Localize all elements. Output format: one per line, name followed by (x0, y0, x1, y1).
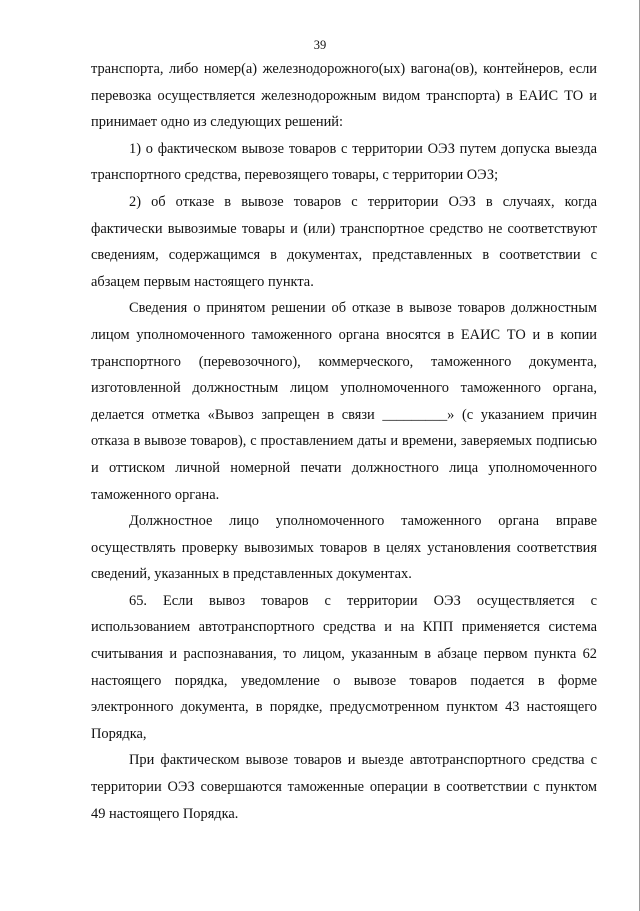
paragraph-decision-2: 2) об отказе в вывозе товаров с территории ОЭЗ в случаях, когда фактически вывозимые товары и (или) транспортное средство не соответствуют сведениям, содержащимся в документах, представленных в соответствии с абзацем первым настоящего пункта. (91, 193, 597, 290)
page-number: 39 (313, 38, 327, 52)
paragraph-inspection-right: Должностное лицо уполномоченного таможенного органа вправе осуществлять проверку вывозимых товаров в целях установления соответствия сведений, указанных в представленных документах. (91, 513, 597, 583)
paragraph-decision-1: 1) о фактическом вывозе товаров с территории ОЭЗ путем допуска выезда транспортного средства, перевозящего товары, с территории ОЭЗ; (91, 140, 597, 184)
document-body (91, 56, 597, 827)
paragraph-customs-operations: При фактическом вывозе товаров и выезде автотранспортного средства с территории ОЭЗ совершаются таможенные операции в соответствии с пунктом 49 настоящего Порядка. (91, 752, 597, 822)
paragraph-refusal-info: Сведения о принятом решении об отказе в вывозе товаров должностным лицом уполномоченного таможенного органа вносятся в ЕАИС ТО и в копии транспортного (перевозочного), коммерческого, таможенного документа, изготовленной должностным лицом уполномоченного таможенного органа, делается отметка «Вывоз запрещен в связи _________» (с указанием причин отказа в вывозе товаров), с проставлением даты и времени, заверяемых подписью и оттиском личной номерной печати должностного лица уполномоченного таможенного органа. (91, 300, 597, 503)
paragraph-continuation: транспорта, либо номер(а) железнодорожного(ых) вагона(ов), контейнеров, если перевозка осуществляется железнодорожным видом транспорта) в ЕАИС ТО и принимает одно из следующих решений: (91, 61, 597, 131)
paragraph-item-65: 65. Если вывоз товаров с территории ОЭЗ осуществляется с использованием автотранспортного средства и на КПП применяется система считывания и распознавания, то лицом, указанным в абзаце первом пункта 62 настоящего порядка, уведомление о вывозе товаров подается в форме электронного документа, в порядке, предусмотренном пунктом 43 настоящего Порядка, (91, 592, 597, 742)
